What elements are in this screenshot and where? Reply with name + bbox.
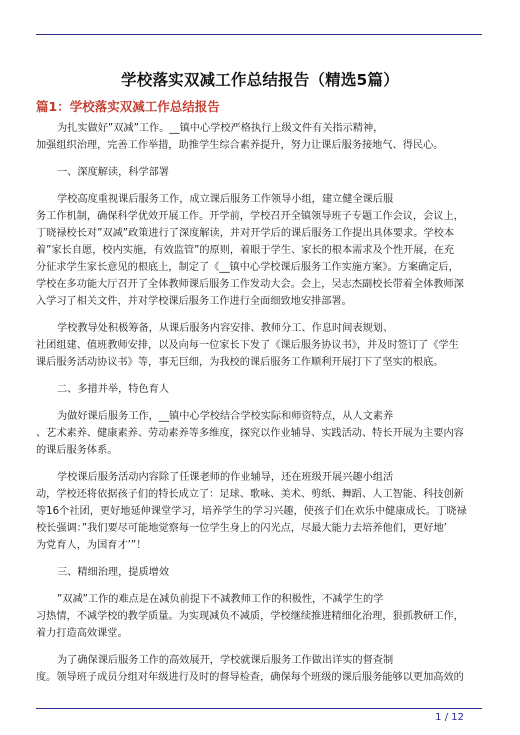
header-rule — [36, 34, 482, 35]
section-title — [36, 164, 486, 181]
page-number: 1 / 12 — [435, 712, 464, 723]
text-line: ”双减”工作的难点是在减负前提下不减教师工作的积极性，不减学生的学 — [57, 594, 384, 605]
paragraph — [36, 408, 486, 459]
paragraph — [36, 191, 486, 310]
text-line: 社团组建、值班教师安排，以及向每一位家长下发了《课后服务协议书》，并及时签订了《学生 — [36, 340, 459, 351]
paragraph — [36, 120, 486, 154]
text-line: 习热情，不减学校的教学质量。为实现减负不减质，学校继续推进精细化治理，狠抓教研工作， — [36, 611, 464, 622]
text-line: 三、精细治理，提质增效 — [57, 567, 170, 578]
paragraph — [36, 591, 486, 642]
text-line: 等16个社团，更好地延伸课堂学习，培养学生的学习兴趣，使孩子们在欢乐中健康成长。丁晓禄 — [36, 506, 467, 517]
text-line: 分征求学生家长意见的根底上，制定了《__镇中心学校课后服务工作实施方案》。方案确定后， — [36, 262, 459, 273]
text-line: 的课后服务体系。 — [36, 445, 118, 456]
text-line: 学校在多功能大厅召开了全体教师课后服务工作发动大会。会上，吴志杰副校长带着全体教师深 — [36, 279, 464, 290]
text-line: 二、多措并举，特色育人 — [57, 384, 170, 395]
text-line: 着力打造高效课堂。 — [36, 628, 128, 639]
text-line: 动，学校还将依据孩子们的特长成立了：足球、歌咏、美术、剪纸、舞蹈、人工智能、科技创新 — [36, 489, 464, 500]
text-line: 为了确保课后服务工作的高效展开，学校就课后服务工作做出详实的督查制 — [57, 655, 394, 666]
text-line: 着”家长自愿，校内实施，有效监管”的原则，着眼于学生、家长的根本需求及个性开展，在充 — [36, 245, 455, 256]
document-title: 学校落实双减工作总结报告（精选5篇） — [121, 71, 399, 89]
text-line: 课后服务活动协议书》等，事无巨细，为我校的课后服务工作顺利开展打下了坚实的根底。 — [36, 357, 444, 368]
text-line: 入学习了相关文件，并对学校课后服务工作进行全面细致地安排部署。 — [36, 296, 352, 307]
footer-rule — [36, 708, 482, 709]
text-line: 为扎实做好”双减”工作。__镇中心学校严格执行上级文件有关指示精神， — [57, 123, 384, 134]
text-line: 学校课后服务活动内容除了任课老师的作业辅导，还在班级开展兴趣小组活 — [57, 472, 394, 483]
text-line: 一、深度解读，科学部署 — [57, 167, 170, 178]
text-line: 加强组织治理，完善工作举措，助推学生综合素养提升，努力让课后服务接地气、得民心。 — [36, 140, 444, 151]
text-line: 度。领导班子成员分组对年级进行及时的督导检查，确保每个班级的课后服务能够以更加高效的 — [36, 672, 464, 683]
text-line: 为党育人，为国育才’”！ — [36, 540, 147, 551]
text-line: 务工作机制，确保科学优效开展工作。开学前，学校召开全镇领导班子专题工作会议，会议上， — [36, 211, 464, 222]
section-title — [36, 381, 486, 398]
text-line: 校长强调：”我们要尽可能地觉察每一位学生身上的闪光点，尽最大能力去培养他们，更好地’ — [36, 523, 447, 534]
paragraph — [36, 320, 486, 371]
text-line: 学校高度重视课后服务工作，成立课后服务工作领导小组，建立健全课后服 — [57, 194, 394, 205]
paragraph — [36, 469, 486, 554]
text-line: 学校教导处积极筹备，从课后服务内容安排、教师分工、作息时间表规划、 — [57, 323, 394, 334]
text-line: 、艺术素养、健康素养、劳动素养等多维度，探究以作业辅导、实践活动、特长开展为主要内容 — [36, 428, 464, 439]
document-body — [36, 120, 486, 686]
paragraph — [36, 652, 486, 686]
text-line: 为做好课后服务工作，__镇中心学校结合学校实际和师资特点，从人文素养 — [57, 411, 394, 422]
section-title — [36, 564, 486, 581]
section-heading: 篇1：学校落实双减工作总结报告 — [36, 99, 220, 114]
text-line: 丁晓禄校长对”双减”政策进行了深度解读，并对开学后的课后服务工作提出具体要求。学校本 — [36, 228, 455, 239]
